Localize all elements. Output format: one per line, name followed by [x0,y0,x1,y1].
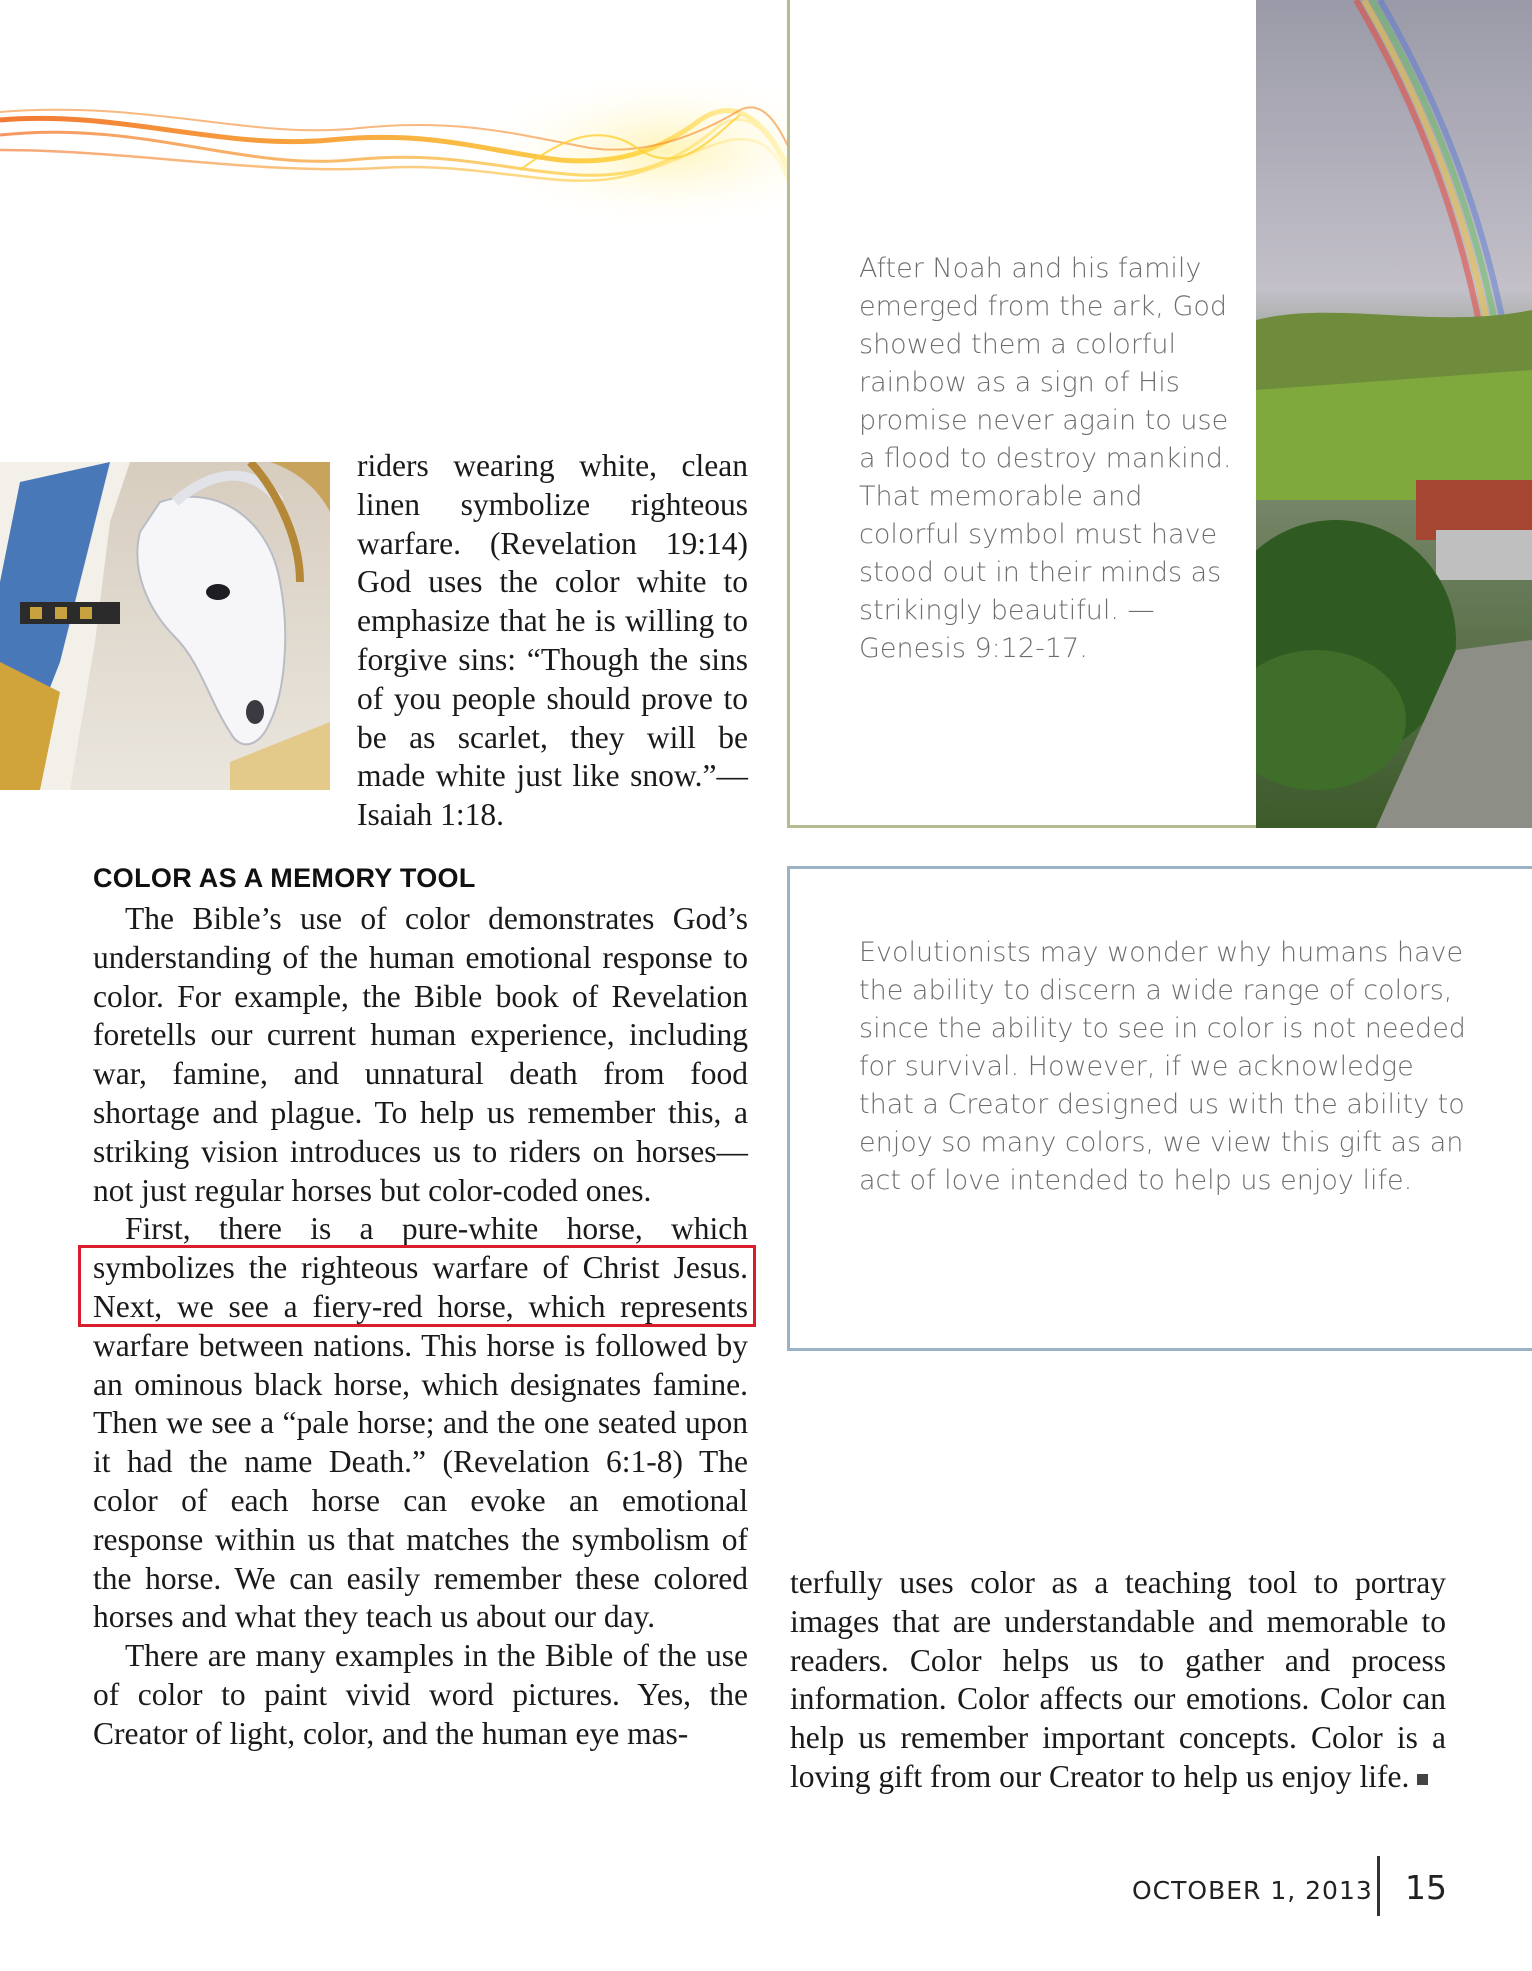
text-column-right [790,1564,1446,1797]
conclusion-text: terfully uses color as a teaching tool to portray images that are understandable and memorable to readers. Color helps us to gather and process information. Color affects our emotions. Color can help us remember important concepts. Color is a loving gift from our Creator to help us enjoy life. [790,1565,1446,1794]
rainbow-landscape-photo [1256,0,1532,828]
paragraph-word-pictures: There are many examples in the Bible of the use of color to paint vivid word pictures. Yes, the Creator of light, color, and the human eye mas- [93,1638,748,1751]
footer-divider [1377,1856,1380,1916]
page-number: 15 [1405,1868,1447,1907]
section-heading: COLOR AS A MEMORY TOOL [93,863,476,893]
paragraph-colored-horses: First, there is a pure-white horse, which symbolizes the righteous warfare of Christ Jesus. Next, we see a fiery-red horse, which represents warfare between nations. This horse is followed by an ominous black horse, which designates famine. Then we see a “pale horse; and the one seated upon it had the name Death.” (Revelation 6:1-8) The color of each horse can evoke an emotional response within us that matches the symbolism of the horse. We can easily remember these colored horses and what they teach us about our day. [93,1211,748,1635]
evolution-caption-text: Evolutionists may wonder why humans have the ability to discern a wide range of colors, since the ability to see in color is not needed for survival. However, if we acknowledge that a Creator designed us with the ability to enjoy so many colors, we view this gift as an act of love intended to help us enjoy life. [859,937,1466,1196]
highlight-box-white-horse-sentence [78,1245,756,1327]
issue-date: OCTOBER 1, 2013 [1132,1876,1373,1905]
text-block-top [357,447,748,835]
evolution-caption [859,934,1469,1200]
rainbow-caption-text: After Noah and his family emerged from the ark, God showed them a colorful rainbow as a sign of His promise never again to use a flood to destroy mankind. That memorable and colorful symbol must have stood out in their minds as strikingly beautiful. —Genesis 9:12-17. [859,253,1232,664]
light-streaks-decoration [0,0,790,240]
white-horse-illustration [0,462,330,790]
paragraph-emotional-response: The Bible’s use of color demonstrates God’s understanding of the human emotional response to color. For example, the Bible book of Revelation foretells our current human experience, including war, famine, and unnatural death from food shortage and plague. To help us remember this, a striking vision introduces us to riders on horses—not just regular horses but color-coded ones. [93,901,748,1208]
end-of-article-square-icon [1417,1774,1428,1785]
rainbow-caption [859,250,1239,668]
paragraph-conclusion [790,1564,1446,1797]
paragraph-white-riders: riders wearing white, clean linen symbolize righteous warfare. (Revelation 19:14) God uses the color white to emphasize that he is willing to forgive sins: “Though the sins of you people should prove to be as scarlet, they will be made white just like snow.”—Isaiah 1:18. [357,448,748,833]
